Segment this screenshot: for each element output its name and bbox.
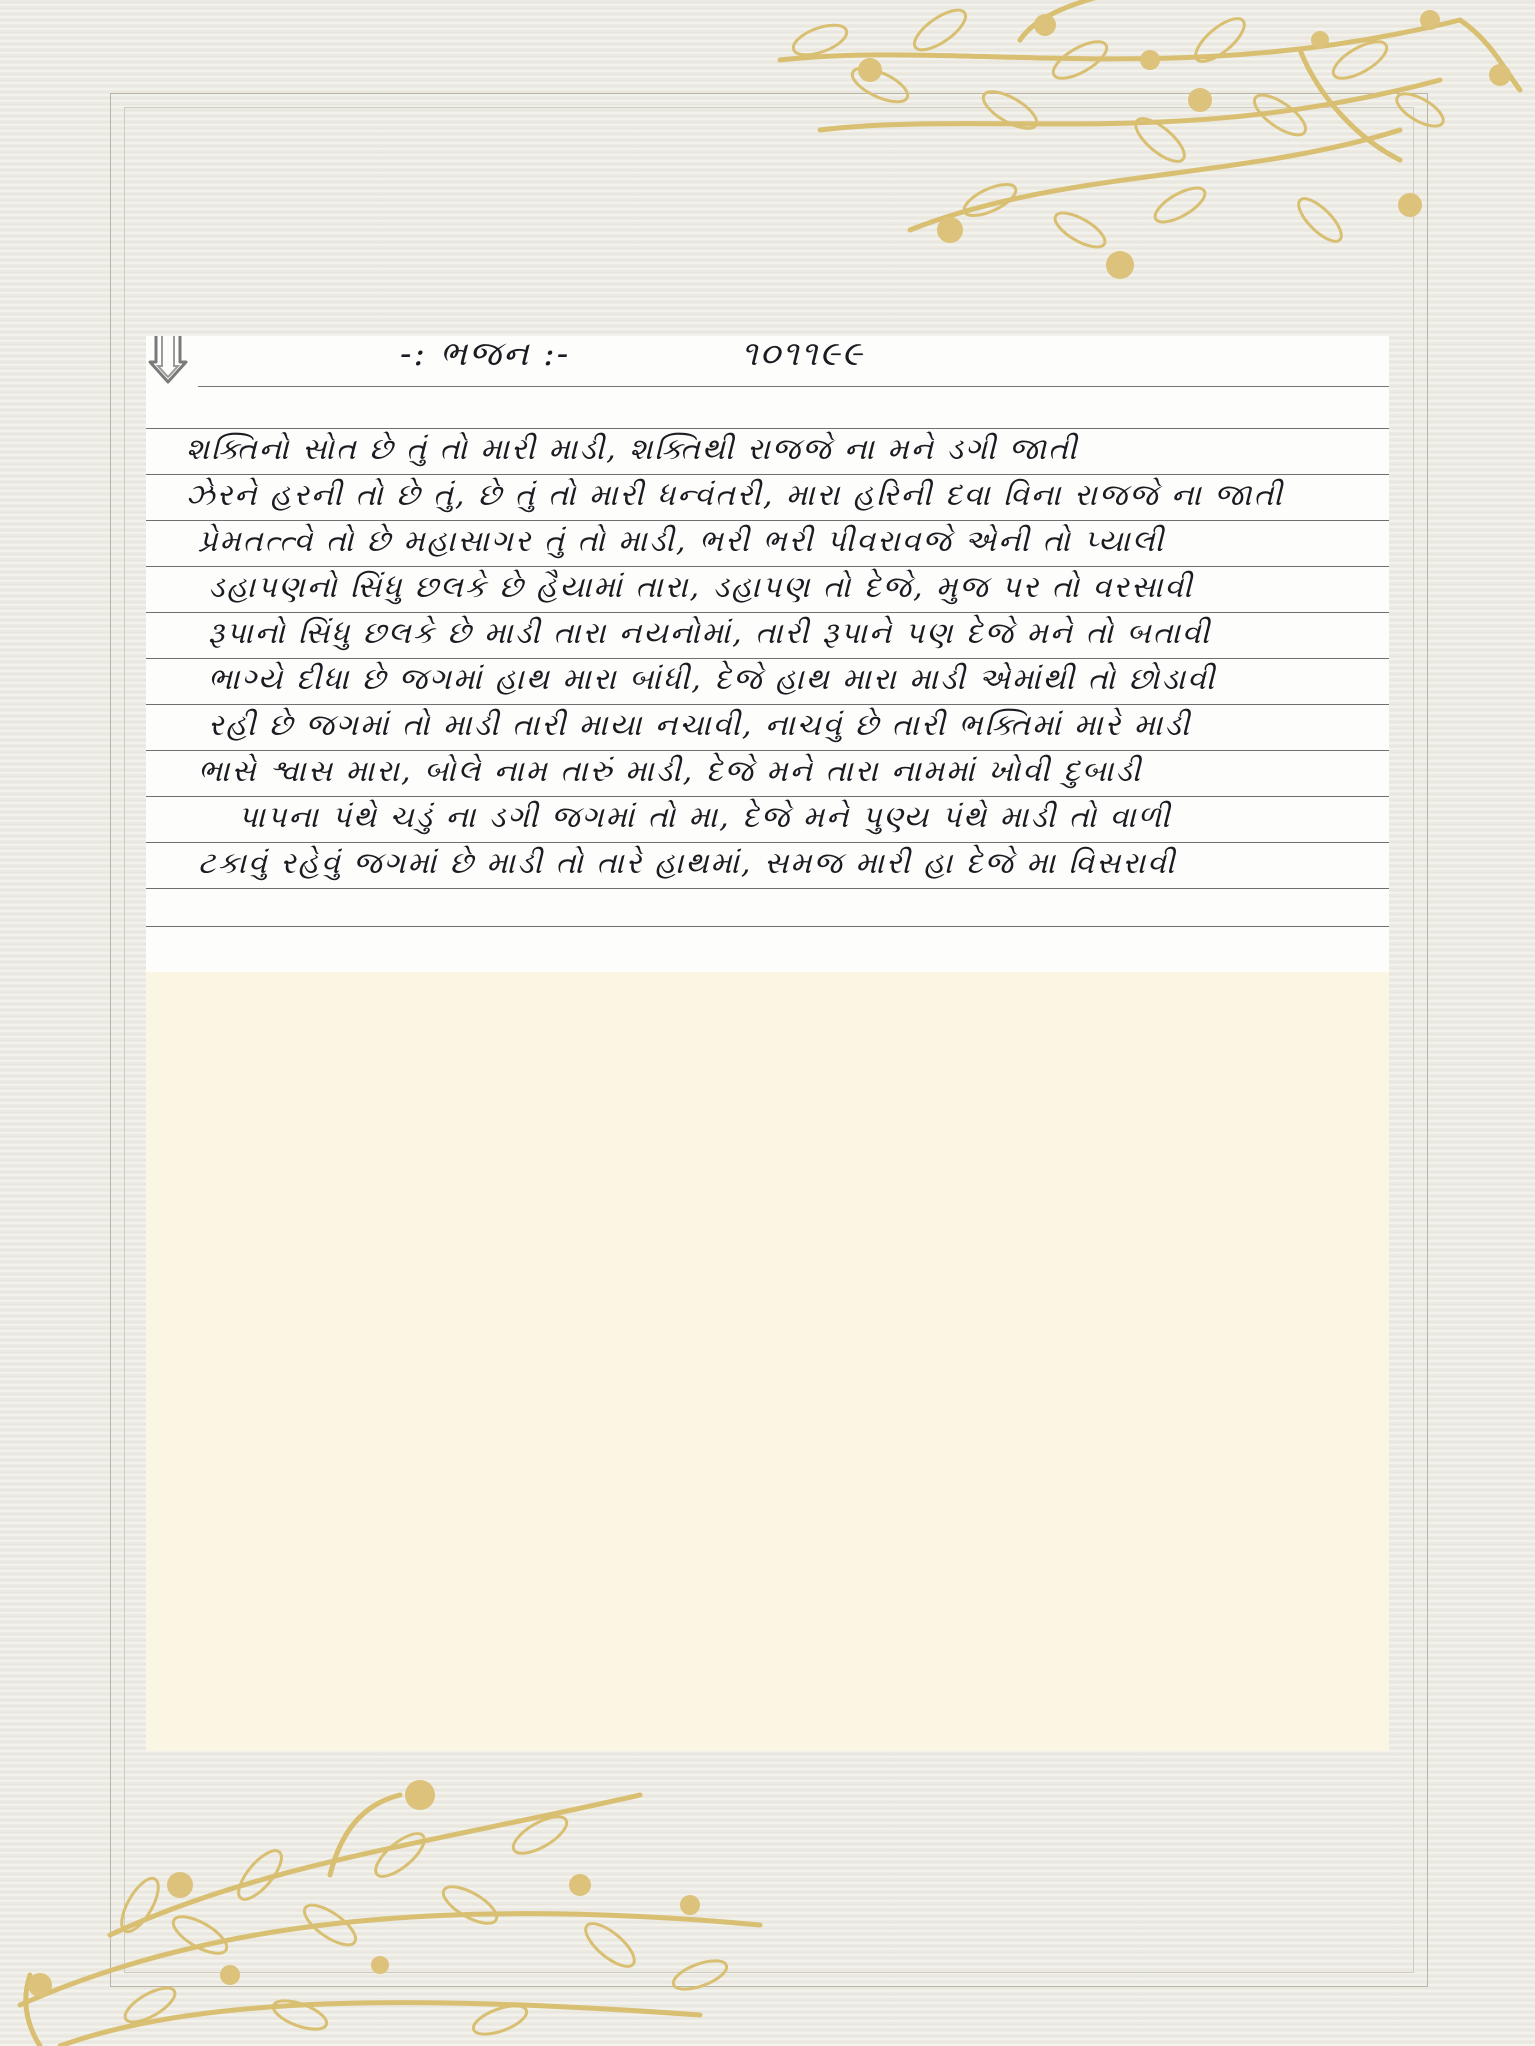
- ruled-line: [146, 888, 1389, 889]
- ruled-line: [146, 926, 1389, 927]
- lyric-line: શક્તિનો સોત છે તું તો મારી માડી, શક્તિથી રાજજે ના મને ડગી જાતી: [186, 432, 1079, 467]
- lyric-line: ટકાવું રહેવું જગમાં છે માડી તો તારે હાથમાં, સમજ મારી હા દેજે મા વિસરાવી: [198, 846, 1177, 881]
- paper-sheet: [146, 336, 1389, 1751]
- ruled-line: [146, 796, 1389, 797]
- lyric-line: ભાગ્યે દીધા છે જગમાં હાથ મારા બાંધી, દેજે હાથ મારા માડી એમાંથી તો છોડાવી: [208, 662, 1217, 697]
- ruled-line: [146, 474, 1389, 475]
- ruled-line: [146, 428, 1389, 429]
- ruled-line: [146, 842, 1389, 843]
- lyric-line: રહી છે જગમાં તો માડી તારી માયા નચાવી, નાચવું છે તારી ભક્તિમાં મારે માડી: [208, 708, 1192, 743]
- ruled-line: [146, 520, 1389, 521]
- lyric-line: ભાસે શ્વાસ મારા, બોલે નામ તારું માડી, દેજે મને તારા નામમાં ખોવી દુબાડી: [198, 754, 1143, 789]
- header-rule: [198, 386, 1389, 387]
- page-number: ૧૦૧૧૯૯: [741, 336, 864, 374]
- ruled-line: [146, 658, 1389, 659]
- lyric-line: પ્રેમતત્ત્વે તો છે મહાસાગર તું તો માડી, ભરી ભરી પીવરાવજે એની તો પ્યાલી: [198, 524, 1166, 559]
- lyric-line: પાપના પંથે ચડું ના ડગી જગમાં તો મા, દેજે મને પુણ્ય પંથે માડી તો વાળી: [238, 800, 1172, 835]
- handwritten-scan: [146, 336, 1389, 972]
- ruled-line: [146, 612, 1389, 613]
- ruled-line: [146, 704, 1389, 705]
- floral-ornament-top-right: [760, 0, 1535, 300]
- lyric-line: રૂપાનો સિંધુ છલકે છે માડી તારા નયનોમાં, તારી રૂપાને પણ દેજે મને તો બતાવી: [208, 616, 1212, 651]
- floral-ornament-bottom-left: [0, 1775, 780, 2046]
- double-down-arrow-icon: [146, 336, 190, 388]
- page-title: -: ભજન :-: [400, 336, 571, 374]
- lyric-line: ઝેરને હરની તો છે તું, છે તું તો મારી ધન્વંતરી, મારા હરિની દવા વિના રાજજે ના જાતી: [186, 478, 1284, 513]
- ruled-line: [146, 750, 1389, 751]
- ruled-line: [146, 566, 1389, 567]
- lyric-line: ડહાપણનો સિંધુ છલકે છે હૈયામાં તારા, ડહાપણ તો દેજે, મુજ પર તો વરસાવી: [208, 570, 1194, 605]
